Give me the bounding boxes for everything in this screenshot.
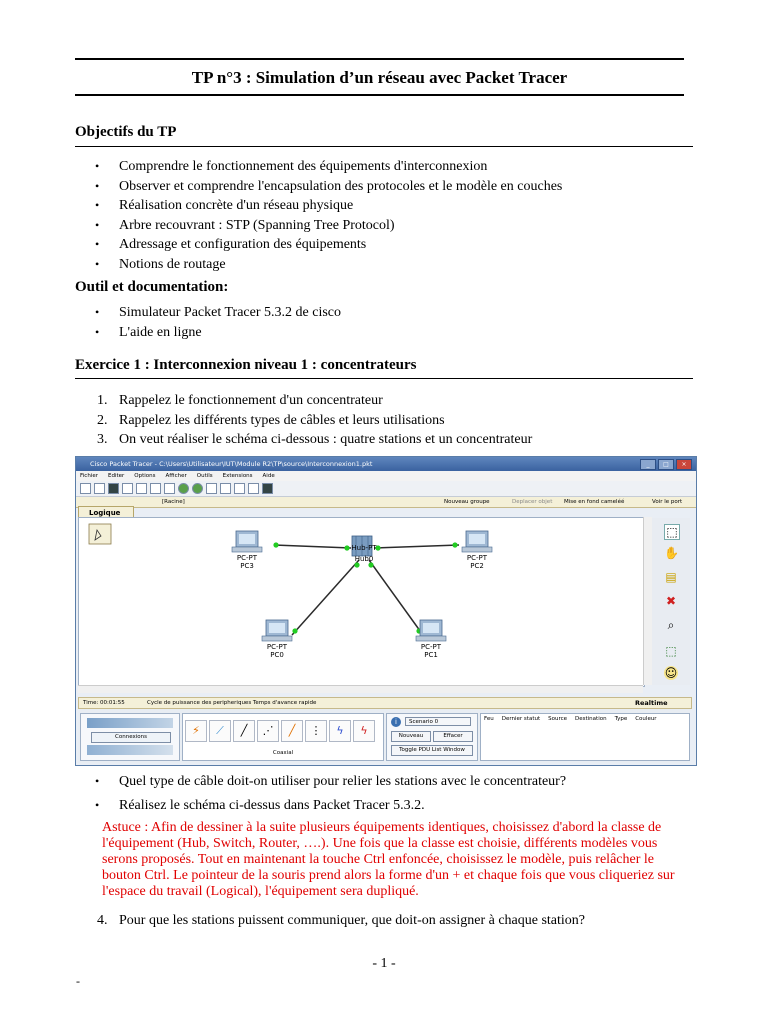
footer-dash: - bbox=[76, 974, 80, 988]
pdu-table bbox=[480, 713, 690, 761]
step-item: 1. Rappelez le fonctionnement d'un concentrateur bbox=[97, 393, 383, 408]
close-icon: × bbox=[676, 459, 692, 470]
open-icon bbox=[94, 483, 105, 494]
document-title: TP n°3 : Simulation d’un réseau avec Packet Tracer bbox=[191, 68, 568, 87]
auto-cable-icon: ⚡ bbox=[185, 720, 207, 742]
objectifs-rule bbox=[75, 146, 693, 147]
title-top-rule bbox=[75, 58, 684, 60]
list-item: • L'aide en ligne bbox=[95, 323, 341, 343]
connexions-label: Connexions bbox=[91, 732, 171, 743]
deplacer-objet-label: Deplacer objet bbox=[512, 499, 553, 505]
window-title: Cisco Packet Tracer - C:\Users\Utilisateur\IUT\Module R2\TP\source\Interconnexion1.pkt bbox=[90, 460, 373, 468]
menu-item: Options bbox=[134, 473, 156, 479]
list-item: • Observer et comprendre l'encapsulation des protocoles et le modèle en couches bbox=[95, 177, 562, 197]
coaxial-cable-icon: ϟ bbox=[329, 720, 351, 742]
info-icon: i bbox=[391, 717, 401, 727]
device-type-label: PC-PT bbox=[266, 643, 288, 651]
scenario-panel bbox=[386, 713, 478, 761]
select-icon: ⬚ bbox=[664, 524, 680, 540]
resize-icon: ⬚ bbox=[665, 644, 677, 658]
port-led bbox=[354, 562, 359, 567]
list-item: • Comprendre le fonctionnement des équipements d'interconnexion bbox=[95, 157, 562, 177]
paste-icon bbox=[164, 483, 175, 494]
menu-bar bbox=[76, 471, 696, 481]
bottom-panel bbox=[78, 709, 690, 763]
menu-item: Outils bbox=[196, 473, 213, 479]
list-item: • Adressage et configuration des équipements bbox=[95, 235, 562, 255]
copy-icon bbox=[150, 483, 161, 494]
column-header: Destination bbox=[575, 716, 607, 722]
column-header: Type bbox=[614, 716, 628, 722]
toggle-pdu-button: Toggle PDU List Window bbox=[391, 745, 473, 756]
racine-label: [Racine] bbox=[162, 499, 185, 505]
straight-cable-icon: ╱ bbox=[233, 720, 255, 742]
mise-en-fond-label: Mise en fond cameléé bbox=[564, 499, 625, 505]
topology-diagram bbox=[79, 518, 644, 686]
device-name-label: PC1 bbox=[424, 651, 438, 659]
pdu-table-header bbox=[481, 714, 689, 724]
horizontal-scrollbar bbox=[78, 685, 643, 693]
logical-workspace bbox=[78, 517, 645, 687]
port-led bbox=[292, 628, 297, 633]
serial-cable-icon: ϟ bbox=[353, 720, 375, 742]
cable-palette bbox=[182, 713, 384, 761]
scenario-select: Scenario 0 bbox=[405, 717, 471, 726]
device-name-label: PC0 bbox=[270, 651, 284, 659]
column-header: Dernier statut bbox=[501, 716, 541, 722]
note-icon: ▤ bbox=[665, 570, 677, 584]
questions-list bbox=[95, 772, 566, 815]
window-controls bbox=[640, 459, 692, 470]
pc3-icon bbox=[232, 531, 262, 552]
astuce-note: Astuce : Afin de dessiner à la suite plusieurs équipements identiques, choisissez d'abord la classe de l'équipement (Hub, Switch, Router, ….). Une fois que la classe est choisie, différents modèles vous serons proposés. Tout en maintenant la touche Ctrl enfoncée, choisissez le modèle, puis relâcher le bouton Ctrl. Le pointeur de la souris prend alors la forme d'un + et chaque fois que vous cliqueriez sur l'espace du travail (Logical), l'équipement sera dupliqué. bbox=[102, 820, 675, 899]
objectifs-list bbox=[95, 157, 562, 274]
wizard-icon bbox=[136, 483, 147, 494]
page-number: - 1 - bbox=[372, 956, 396, 971]
list-item: • Notions de routage bbox=[95, 255, 562, 275]
port-led bbox=[344, 545, 349, 550]
time-bar bbox=[78, 697, 692, 709]
pc2-icon bbox=[462, 531, 492, 552]
outil-heading: Outil et documentation: bbox=[75, 279, 229, 295]
console-cable-icon: ⟋ bbox=[209, 720, 231, 742]
list-item: • Réalisation concrète d'un réseau physique bbox=[95, 196, 562, 216]
port-led bbox=[368, 562, 373, 567]
menu-item: Afficher bbox=[165, 473, 187, 479]
crossover-cable-icon: ⋰ bbox=[257, 720, 279, 742]
realtime-icon: ☺ bbox=[664, 666, 678, 680]
device-name-label: PC2 bbox=[470, 562, 484, 570]
hand-icon: ✋ bbox=[664, 546, 679, 560]
column-header: Couleur bbox=[635, 716, 657, 722]
zoom-out-icon bbox=[234, 483, 245, 494]
port-led bbox=[452, 542, 457, 547]
step-item: 2. Rappelez les différents types de câbles et leurs utilisations bbox=[97, 412, 445, 428]
device-type-label: PC-PT bbox=[420, 643, 442, 651]
category-icons bbox=[87, 718, 173, 728]
packet-tracer-screenshot bbox=[75, 456, 697, 766]
objectifs-heading: Objectifs du TP bbox=[75, 124, 177, 140]
logique-tab: Logique bbox=[78, 506, 134, 518]
print-icon bbox=[122, 483, 133, 494]
device-type-label: Hub-PT bbox=[351, 544, 377, 552]
voir-port-label: Voir le port bbox=[652, 499, 683, 505]
redo-icon bbox=[192, 483, 203, 494]
list-item: • Réalisez le schéma ci-dessus dans Packet Tracer 5.3.2. bbox=[95, 796, 566, 816]
link-hub-pc1 bbox=[369, 560, 423, 635]
step-4 bbox=[97, 911, 585, 931]
pc1-icon bbox=[416, 620, 446, 641]
exercice1-heading: Exercice 1 : Interconnexion niveau 1 : concentrateurs bbox=[75, 357, 417, 373]
workspace-bar bbox=[76, 497, 696, 508]
inspect-icon: ⌕ bbox=[667, 618, 675, 632]
zoom-reset-icon bbox=[220, 483, 231, 494]
window-titlebar bbox=[76, 457, 696, 471]
save-icon bbox=[108, 483, 119, 494]
device-dialog-icon bbox=[262, 483, 273, 494]
column-header: Feu bbox=[484, 716, 494, 722]
phone-cable-icon: ⋮ bbox=[305, 720, 327, 742]
fiber-cable-icon: ╱ bbox=[281, 720, 303, 742]
column-header: Source bbox=[548, 716, 568, 722]
time-label: Time: 00:01:55 bbox=[83, 700, 125, 706]
vertical-scrollbar bbox=[643, 517, 652, 685]
link-pc3-hub bbox=[274, 545, 351, 548]
step-item: 3. On veut réaliser le schéma ci-dessous : quatre stations et un concentrateur bbox=[97, 432, 533, 447]
device-name-label: Hub0 bbox=[354, 555, 374, 563]
zoom-in-icon bbox=[206, 483, 217, 494]
right-toolbar bbox=[652, 518, 690, 685]
device-type-label: PC-PT bbox=[236, 554, 258, 562]
menu-item: Aide bbox=[262, 473, 275, 479]
exercice1-steps bbox=[97, 391, 532, 450]
device-type-label: PC-PT bbox=[466, 554, 488, 562]
maximize-icon: □ bbox=[658, 459, 674, 470]
pc0-icon bbox=[262, 620, 292, 641]
port-led bbox=[273, 542, 278, 547]
list-item: • Simulateur Packet Tracer 5.3.2 de cisco bbox=[95, 303, 341, 323]
toolbar bbox=[76, 481, 696, 497]
effacer-button: Effacer bbox=[433, 731, 473, 742]
list-item: • Arbre recouvrant : STP (Spanning Tree Protocol) bbox=[95, 216, 562, 236]
device-name-label: PC3 bbox=[240, 562, 254, 570]
palette-icon bbox=[248, 483, 259, 494]
nouveau-button: Nouveau bbox=[391, 731, 431, 742]
title-bottom-rule bbox=[75, 94, 684, 96]
realtime-label: Realtime bbox=[635, 699, 668, 707]
menu-item: Editer bbox=[107, 473, 125, 479]
new-icon bbox=[80, 483, 91, 494]
minimize-icon: _ bbox=[640, 459, 656, 470]
cycle-label: Cycle de puissance des peripheriques Temps d'avance rapide bbox=[147, 700, 317, 706]
outil-list bbox=[95, 303, 341, 342]
list-item: • Quel type de câble doit-on utiliser pour relier les stations avec le concentrateur? bbox=[95, 772, 566, 792]
exercice1-rule bbox=[75, 378, 693, 379]
coaxial-label: Coaxial bbox=[272, 750, 294, 756]
link-hub-pc0 bbox=[292, 560, 359, 635]
undo-icon bbox=[178, 483, 189, 494]
delete-icon: ✖ bbox=[665, 594, 677, 608]
nouveau-groupe-label: Nouveau groupe bbox=[444, 499, 490, 505]
step-item: 4. Pour que les stations puissent communiquer, que doit-on assigner à chaque station? bbox=[97, 913, 586, 928]
link-hub-pc2 bbox=[374, 545, 459, 548]
menu-item: Fichier bbox=[80, 473, 98, 479]
subcategory-icons bbox=[87, 745, 173, 755]
menu-item: Extensions bbox=[222, 473, 253, 479]
device-categories bbox=[80, 713, 180, 761]
